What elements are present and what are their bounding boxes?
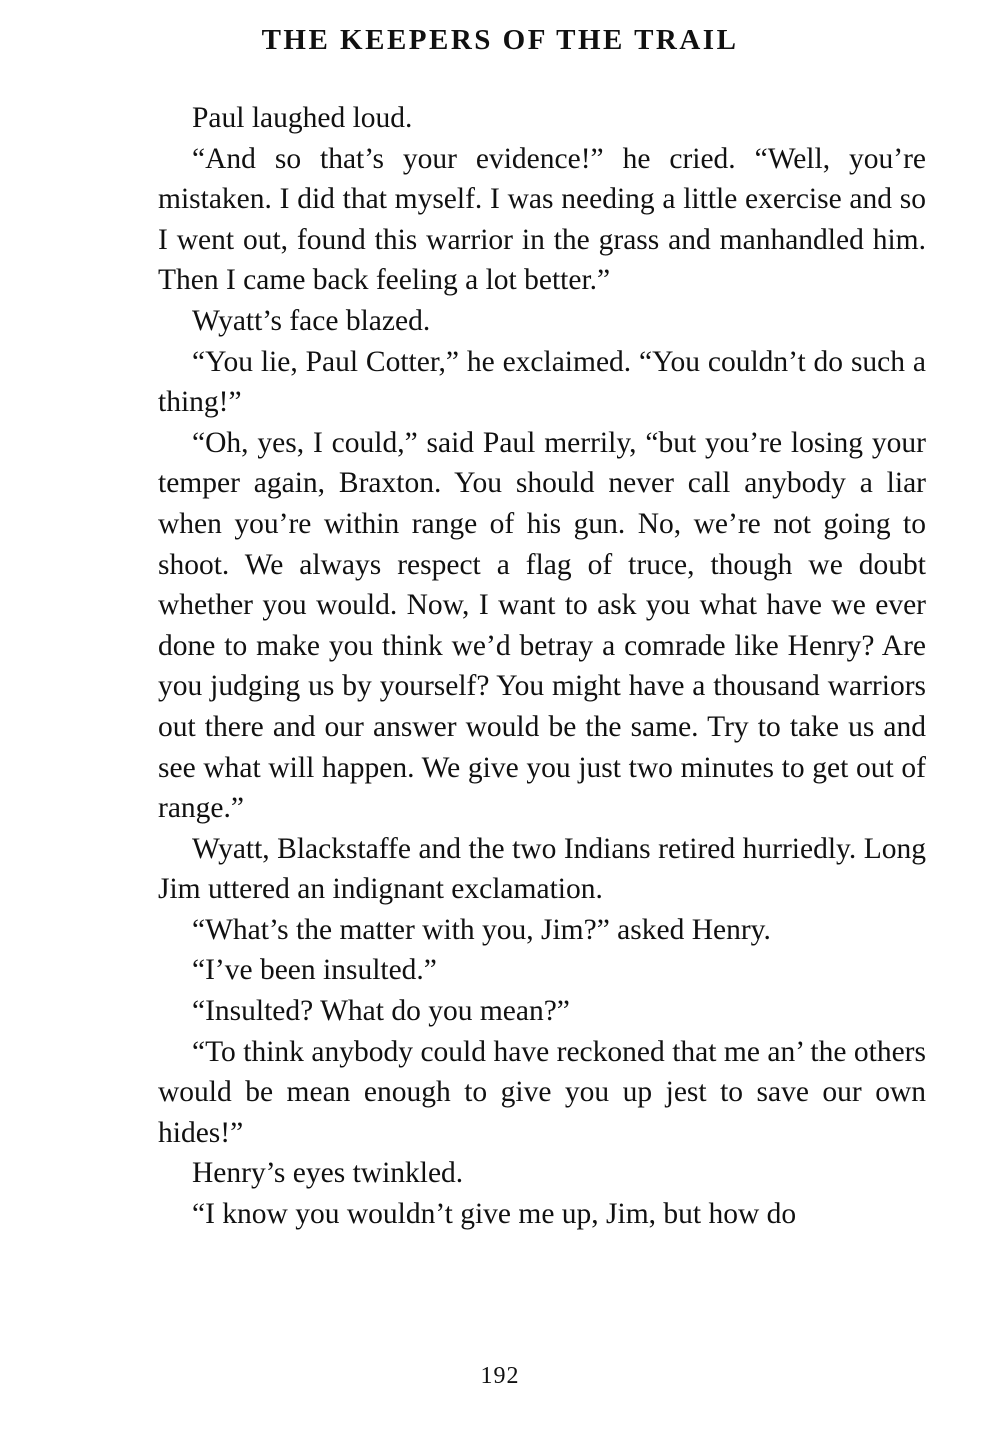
paragraph: Wyatt’s face blazed. <box>192 304 431 337</box>
paragraph: “Insulted? What do you mean?” <box>192 995 570 1028</box>
running-head: THE KEEPERS OF THE TRAIL <box>261 24 739 56</box>
body-text <box>158 98 926 1235</box>
paragraph: “What’s the matter with you, Jim?” asked Henry. <box>192 913 771 946</box>
paragraph: “To think anybody could have reckoned that me an’ the others would be mean enough to give you up jest to save our own hides!” <box>158 1035 926 1149</box>
paragraph: “Oh, yes, I could,” said Paul merrily, “but you’re losing your temper again, Braxton. You should never call anybody a liar when you’re within range of his gun. No, we’re not going to shoot. We always respect a flag of truce, though we doubt whether you would. Now, I want to ask you what have we ever done to make you think we’d betray a comrade like Henry? Are you judging us by yourself? You might have a thousand warriors out there and our answer would be the same. Try to take us and see what will happen. We give you just two minutes to get out of range.” <box>158 426 926 825</box>
paragraph: “I know you wouldn’t give me up, Jim, but how do <box>192 1198 797 1231</box>
paragraph: “I’ve been insulted.” <box>192 954 437 987</box>
paragraph: Henry’s eyes twinkled. <box>192 1157 464 1190</box>
page-number: 192 <box>480 1363 520 1389</box>
paragraph: Paul laughed loud. <box>192 102 413 134</box>
paragraph: Wyatt, Blackstaffe and the two Indians retired hurriedly. Long Jim uttered an indignant exclamation. <box>158 832 926 906</box>
paragraph: “You lie, Paul Cotter,” he exclaimed. “You couldn’t do such a thing!” <box>158 345 926 419</box>
paragraph: “And so that’s your evidence!” he cried. “Well, you’re mistaken. I did that myself. I was needing a little exercise and so I went out, found this warrior in the grass and manhandled him. Then I came back feeling a lot better.” <box>158 142 926 297</box>
